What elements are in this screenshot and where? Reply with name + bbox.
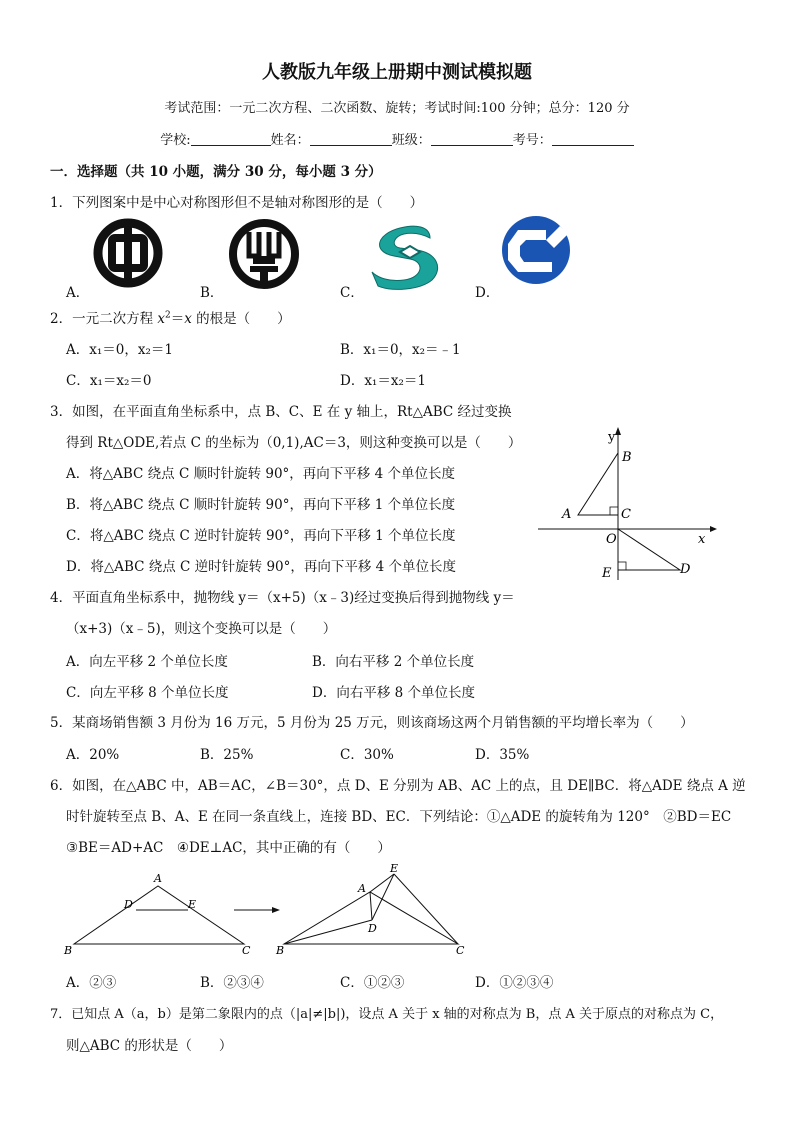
right-label-d: D xyxy=(368,922,377,935)
q6-option-b[interactable]: B．②③④ xyxy=(200,975,264,991)
q2-equation: $x^2=x$ xyxy=(157,310,192,327)
q4-stem-line1: 4．平面直角坐标系中，抛物线 y＝（x+5)（x﹣3)经过变换后得到抛物线 y＝ xyxy=(50,590,515,606)
left-label-c: C xyxy=(242,944,251,957)
q2-option-d[interactable]: D．x₁＝x₂＝1 xyxy=(340,373,426,389)
label-e: E xyxy=(602,566,612,581)
logo-d-icon xyxy=(502,216,570,284)
student-info-line xyxy=(0,129,794,148)
x-axis-arrow-icon xyxy=(710,526,717,532)
q6-option-c[interactable]: C．①②③ xyxy=(340,975,405,991)
label-b: B xyxy=(622,450,632,465)
q1-option-c[interactable]: C． xyxy=(340,285,364,301)
exam-no-label: 考号： xyxy=(512,133,552,148)
label-y: y xyxy=(608,430,616,445)
logo-a-icon xyxy=(98,220,158,286)
q7-stem-line1: 7．已知点 A（a，b）是第二象限内的点（|a|≠|b|)，设点 A 关于 x 轴的对称点为 B，点 A 关于原点的对称点为 C， xyxy=(50,1007,724,1022)
q5-option-a[interactable]: A．20% xyxy=(66,747,120,763)
q5-option-b[interactable]: B．25% xyxy=(200,747,254,763)
exam-no-field[interactable] xyxy=(552,131,634,146)
q4-stem-line2: （x+3)（x﹣5)，则这个变换可以是（ ） xyxy=(66,621,337,637)
label-o: O xyxy=(606,532,617,547)
right-label-c: C xyxy=(456,944,465,957)
class-label: 班级： xyxy=(391,133,431,148)
q3-option-c[interactable]: C．将△ABC 绕点 C 逆时针旋转 90°，再向下平移 1 个单位长度 xyxy=(66,528,456,544)
right-label-b: B xyxy=(276,944,285,957)
left-label-e: E xyxy=(188,898,197,911)
q1-option-a[interactable]: A． xyxy=(66,285,90,301)
logo-b-icon xyxy=(233,223,295,286)
q1-option-d[interactable]: D． xyxy=(475,285,500,301)
triangle-abc xyxy=(578,453,618,515)
triangle-ode xyxy=(618,529,680,570)
q3-figure xyxy=(530,425,720,589)
q1-option-b[interactable]: B． xyxy=(200,285,224,301)
school-label: 学校: xyxy=(160,133,191,148)
q5-option-c[interactable]: C．30% xyxy=(340,747,394,763)
triangle-abc-left xyxy=(74,886,244,944)
q3-stem-line2: 得到 Rt△ODE,若点 C 的坐标为（0,1),AC＝3，则这种变换可以是（ ） xyxy=(66,435,522,451)
left-label-a: A xyxy=(154,872,162,885)
left-label-b: B xyxy=(64,944,73,957)
q2-option-c[interactable]: C．x₁＝x₂＝0 xyxy=(66,373,152,389)
q6-option-d[interactable]: D．①②③④ xyxy=(475,975,554,991)
left-label-d: D xyxy=(124,898,133,911)
q7-stem-line2: 则△ABC 的形状是（ ） xyxy=(66,1038,233,1054)
q2-option-b[interactable]: B．x₁＝0，x₂＝﹣1 xyxy=(340,342,461,358)
right-label-a: A xyxy=(358,882,366,895)
page-title: 人教版九年级上册期中测试模拟题 xyxy=(262,62,532,83)
exam-scope: 考试范围：一元二次方程、二次函数、旋转；考试时间:100 分钟；总分：120 分 xyxy=(164,101,630,116)
q3-option-d[interactable]: D．将△ABC 绕点 C 逆时针旋转 90°，再向下平移 4 个单位长度 xyxy=(66,559,457,575)
y-axis-arrow-icon xyxy=(615,427,621,435)
label-c: C xyxy=(621,507,631,522)
name-field[interactable] xyxy=(310,131,392,146)
q3-option-b[interactable]: B．将△ABC 绕点 C 顺时针旋转 90°，再向下平移 1 个单位长度 xyxy=(66,497,456,513)
q1-stem: 1．下列图案中是中心对称图形但不是轴对称图形的是（ ） xyxy=(50,195,424,211)
label-x: x xyxy=(698,532,706,547)
label-d: D xyxy=(680,562,691,577)
q4-option-d[interactable]: D．向右平移 8 个单位长度 xyxy=(312,685,475,701)
q3-option-a[interactable]: A．将△ABC 绕点 C 顺时针旋转 90°，再向下平移 4 个单位长度 xyxy=(66,466,455,482)
q3-stem-line1: 3．如图，在平面直角坐标系中，点 B、C、E 在 y 轴上，Rt△ABC 经过变换 xyxy=(50,404,512,420)
section-heading: 一．选择题（共 10 小题，满分 30 分，每小题 3 分） xyxy=(50,164,382,180)
school-field[interactable] xyxy=(191,131,271,146)
q4-option-a[interactable]: A．向左平移 2 个单位长度 xyxy=(66,654,228,670)
arrow-right-icon xyxy=(272,907,280,913)
q6-figure xyxy=(60,862,480,961)
q6-stem-line3: ③BE＝AD+AC ④DE⊥AC，其中正确的有（ ） xyxy=(66,840,391,856)
q2-option-a[interactable]: A．x₁＝0，x₂＝1 xyxy=(66,342,173,358)
name-label: 姓名： xyxy=(270,133,310,148)
label-a: A xyxy=(562,507,572,522)
q2-stem-b: 的根是（ ） xyxy=(191,311,291,327)
q6-stem-line2: 时针旋转至点 B、A、E 在同一条直线上，连接 BD、EC．下列结论：①△ADE 的旋转角为 120° ②BD＝EC xyxy=(66,809,732,825)
q2-stem-a: 2．一元二次方程 xyxy=(50,311,158,327)
class-field[interactable] xyxy=(431,131,513,146)
q5-option-d[interactable]: D．35% xyxy=(475,747,530,763)
q4-option-c[interactable]: C．向左平移 8 个单位长度 xyxy=(66,685,229,701)
logo-c-icon xyxy=(372,226,438,289)
q5-stem: 5．某商场销售额 3 月份为 16 万元，5 月份为 25 万元，则该商场这两个月销售额的平均增长率为（ ） xyxy=(50,715,694,731)
q6-stem-line1: 6．如图，在△ABC 中，AB＝AC，∠B＝30°，点 D、E 分别为 AB、AC 上的点，且 DE∥BC．将△ADE 绕点 A 逆 xyxy=(50,778,746,794)
q4-option-b[interactable]: B．向右平移 2 个单位长度 xyxy=(312,654,475,670)
q2-stem xyxy=(50,307,291,327)
right-label-e: E xyxy=(390,862,399,875)
q6-option-a[interactable]: A．②③ xyxy=(66,975,117,991)
